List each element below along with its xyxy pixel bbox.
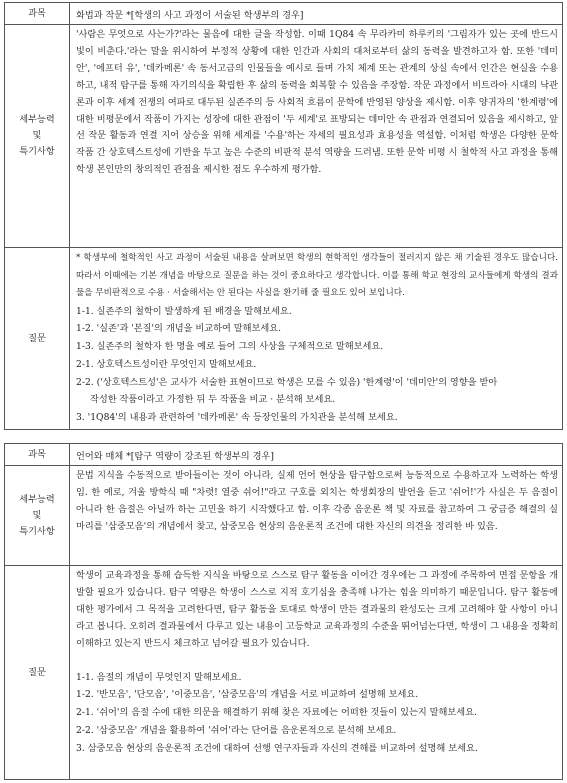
question-intro: 학생이 교육과정을 통해 습득한 지식을 바탕으로 스스로 탐구 활동을 이어간 경우에는 그 과정에 주목하여 면접 문항을 개발할 필요가 있습니다. 탐구 역량은 학생이 스스로 지적 호기심을 충족해 나가는 힘을 의미하기 때문입니다. 탐구 활동에 대한 평가에서 그 목적을 고려한다면, 탐구 활동을 토대로 학생이 만든 결과물의 완성도는 크게 고려해야 할 사항이 아니라고 봅니다. 오히려 결과물에서 다루고 있는 내용이 고등학교 교육과정의 수준을 뛰어넘는다면, 학생이 그 내용을 정확히 이해하고 있는지 반드시 체크하고 넘어갈 필요가 있습니다. xyxy=(76,570,558,649)
record-table-2 xyxy=(4,443,563,780)
question-item: 1-1. 실존주의 철학이 발생하게 된 배경을 말해보세요. xyxy=(76,305,292,317)
question-item: 2-1. 상호텍스트성이란 무엇인지 말해보세요. xyxy=(76,358,257,370)
question-cell xyxy=(70,248,563,430)
question-item-continued: 작성한 작품이라고 가정한 뒤 두 작품을 비교 · 분석해 보세요. xyxy=(90,394,336,406)
record-table-1 xyxy=(4,2,563,430)
record-label-line-3: 특기사항 xyxy=(19,146,55,157)
question-item: 1-3. 실존주의 철학자 한 명을 예로 들어 그의 사상을 구체적으로 말해보세요. xyxy=(76,341,384,353)
record-label-line-2: 및 xyxy=(32,130,42,141)
record-label-line-2: 및 xyxy=(32,509,42,521)
record-text: 문법 지식을 수동적으로 받아들이는 것이 아니라, 실제 언어 현상을 탐구함으로써 능동적으로 수용하고자 노력하는 학생임. 한 예로, 겨울 방학식 때 "차렷! 열중 쉬어!"라고 구호를 외치는 학생회장의 발언을 듣고 '쉬어!'가 사실은 두 음절이 아니라 한 음절은 아닐까 하는 고민을 하기 시작했다고 함. 이후 각종 음운론 책 및 자료를 참고하여 그 궁금증 해결의 실마리를 '삼중모음'의 개념에서 찾고, 삼중모음 현상의 음운론적 조건에 대한 자신의 의견을 정리한 바 있음. xyxy=(76,470,558,532)
question-item: 2-1. '쉬어'의 음절 수에 대한 의문을 해결하기 위해 찾은 자료에는 어떠한 것들이 있는지 말해보세요. xyxy=(76,707,477,719)
record-text: '사람은 무엇으로 사는가?'라는 물음에 대한 글을 작성함. 이때 1Q84 속 무라카미 하루키의 '그림자가 있는 곳에 반드시 빛이 비춘다.'라는 말을 위시하여 부정적 상황에 대한 인간과 사회의 대처로부터 삶의 동력을 발견하고자 함. 또한 '데미안', '에프터 유', '데카메론' 속 동서고금의 인물들을 예시로 들며 가치 체계 또는 관계의 상실 속에서 인간은 현실을 수용하고, 내적 탐구를 통해 자기의식을 확립한 후 삶의 동력을 회복할 수 있음을 주장함. 작문 과정에서 비트라아 시대의 낙관론과 이후 세계 전쟁의 여파로 대두된 실존주의 등 사회적 흐름이 문학에 반영된 양상을 제시함. 이후 양귀자의 '한계령'에 대한 비평문에서 작품이 가지는 성장에 대한 관점이 '두 세계'로 표방되는 데미안 속 관점과 연결되어 있음을 제시하고, 앞선 작문 활동과 연결 지어 상승을 위해 세계를 '수용'하는 자세의 필요성과 효용성을 역설함. 이처럼 학생은 다양한 문학 작품 간 상호텍스트성에 기반을 두고 높은 수준의 비판적 분석 역량을 드러냄. 또한 문학 비평 시 철학적 사고 과정을 통해 학생 본인만의 창의적인 관점을 제시한 점도 우수하게 평가함. xyxy=(76,29,558,176)
subject-value: 화법과 작문 *[학생의 사고 과정이 서술된 학생부의 경우] xyxy=(70,3,563,25)
question-cell xyxy=(70,566,563,780)
question-item: 2-2. ('상호텍스트성'은 교사가 서술한 표현이므로 학생은 모를 수 있음) '한계령'이 '데미안'의 영향을 받아 xyxy=(76,376,498,388)
record-label-line-3: 특기사항 xyxy=(19,525,55,537)
record-label-line-1: 세부능력 xyxy=(19,493,55,505)
question-item: 3. 삼중모음 현상의 음운론적 조건에 대하여 선행 연구자들과 자신의 견해를 비교하여 설명해 보세요. xyxy=(76,742,478,754)
question-item: 1-2. '반모음', '단모음', '이중모음', '삼중모음'의 개념을 서로 비교하여 설명해 보세요. xyxy=(76,689,419,701)
record-cell xyxy=(70,466,563,566)
record-label xyxy=(5,466,70,566)
record-label xyxy=(5,25,70,248)
record-label-line-1: 세부능력 xyxy=(19,114,55,125)
question-label: 질문 xyxy=(5,566,70,780)
subject-label: 과목 xyxy=(5,3,70,25)
subject-value: 언어와 매체 *[탐구 역량이 강조된 학생부의 경우] xyxy=(70,444,563,466)
record-cell xyxy=(70,25,563,248)
question-item: 1-2. '실존'과 '본질'의 개념을 비교하여 말해보세요. xyxy=(76,323,282,335)
question-item: 2-2. '삼중모음' 개념을 활용하여 '쉬어'라는 단어를 음운론적으로 분석해 보세요. xyxy=(76,724,397,736)
question-label: 질문 xyxy=(5,248,70,430)
subject-label: 과목 xyxy=(5,444,70,466)
question-item: 1-1. 음절의 개념이 무엇인지 말해보세요. xyxy=(76,671,242,683)
question-note: * 학생부에 철학적인 사고 과정이 서술된 내용을 살펴보면 학생의 현학적인 생각들이 절러지지 않은 채 기술된 경우도 많습니다. 따라서 이때에는 기본 개념을 바탕으로 질문을 하는 것이 중요하다고 생각합니다. 이를 통해 학교 현장의 교사들에게 학생의 결과물을 무비판적으로 수용 · 서술해서는 안 된다는 사실을 환기해 줄 필요도 있어 보입니다. xyxy=(76,253,558,298)
question-item: 3. '1Q84'의 내용과 관련하여 '데카메론' 속 등장인물의 가치관을 분석해 보세요. xyxy=(76,412,398,424)
